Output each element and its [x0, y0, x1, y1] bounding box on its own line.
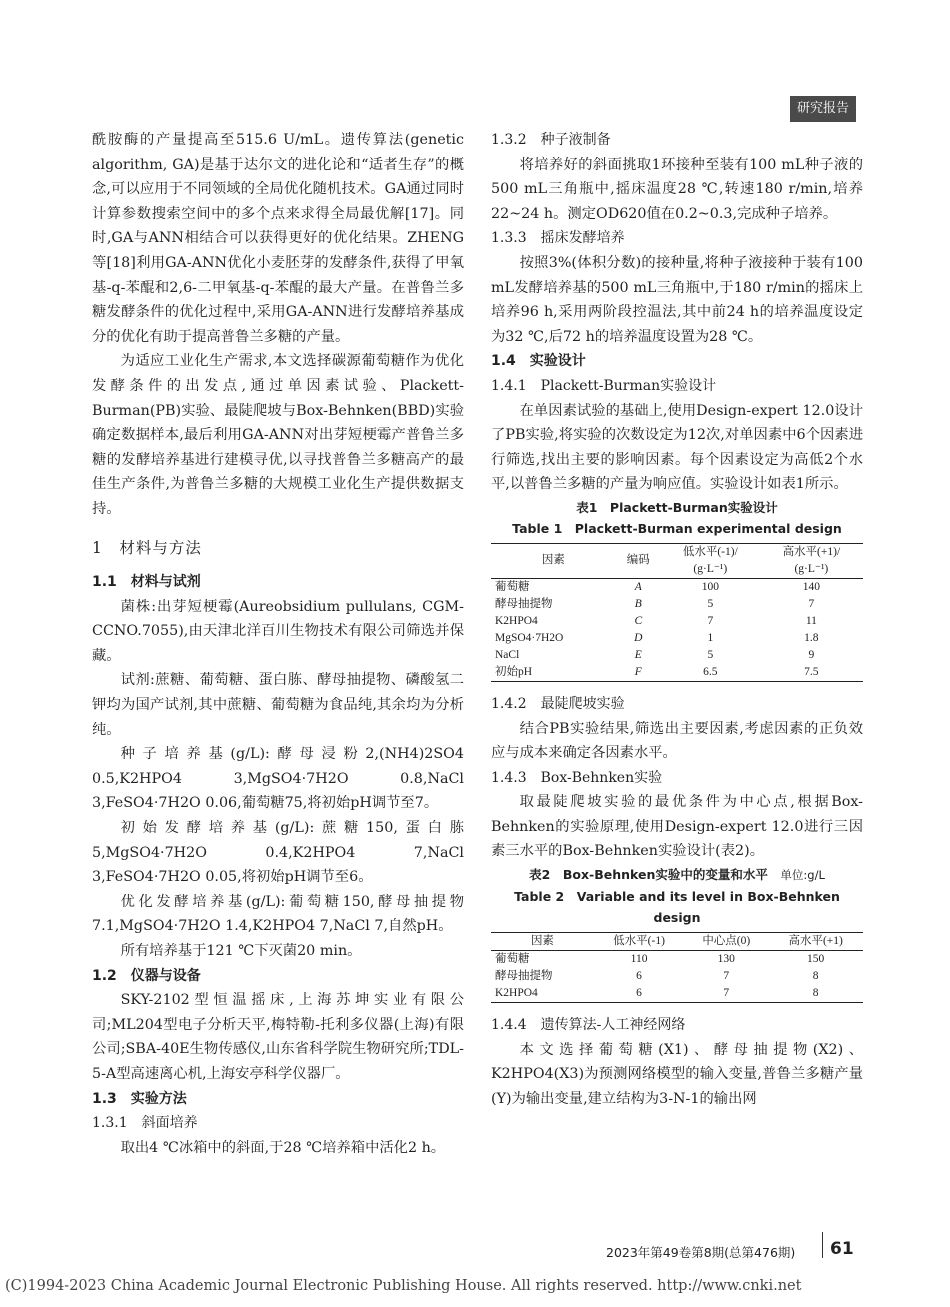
table-cell: 6.5: [661, 664, 760, 682]
table-cell: 1.8: [804, 631, 819, 644]
table-cell: 8: [768, 985, 863, 1003]
page-number: 61: [830, 1239, 854, 1259]
table1-caption-cn: 表1 Plackett-Burman实验设计: [576, 499, 778, 515]
right-column: [491, 128, 863, 1111]
header-text: 高水平(+1)/: [782, 545, 841, 558]
table-row: [491, 951, 863, 969]
table-header-cell: [661, 543, 760, 578]
table-header-cell: 高水平(+1): [768, 933, 863, 951]
paragraph-seed-prep: 将培养好的斜面挑取1环接种至装有100 mL种子液的500 mL三角瓶中,摇床温度28 ℃,转速180 r/min,培养22~24 h。测定OD620值在0.2~0.3,完成种子培养。: [491, 156, 863, 222]
table2-caption-en: Table 2 Variable and its level in Box-Behnken design: [514, 889, 840, 926]
heading-1-3: 1.3 实验方法: [92, 1090, 187, 1107]
table-cell: 7.5: [760, 664, 863, 682]
heading-1-3-2: 1.3.2 种子液制备: [491, 132, 611, 148]
table-header-cell: 因素: [491, 933, 594, 951]
paragraph-bbd: 取最陡爬坡实验的最优条件为中心点,根据Box-Behnken的实验原理,使用Design-expert 12.0进行三因素三水平的Box-Behnken实验设计(表2)。: [491, 794, 863, 860]
table-cell: A: [634, 580, 642, 593]
table-header-row: [491, 933, 863, 951]
table-cell: 11: [805, 614, 817, 627]
journal-issue: 2023年第49卷第8期(总第476期): [606, 1245, 796, 1260]
table-cell: MgSO4·7H2O: [495, 631, 564, 644]
table-cell: B: [634, 597, 642, 610]
left-column: [92, 128, 464, 1160]
table-row: [491, 630, 863, 647]
paragraph-pb-design: 在单因素试验的基础上,使用Design-expert 12.0设计了PB实验,将实验的次数设定为12次,对单因素中6个因素进行筛选,找出主要的影响因素。每个因素设定为高低2个水平,以普鲁兰多糖的产量为响应值。实验设计如表1所示。: [491, 402, 863, 493]
table-cell: 7: [808, 597, 815, 610]
table-row: [491, 968, 863, 985]
table-header-cell: [760, 543, 863, 578]
paragraph-initial-medium: 初始发酵培养基(g/L):蔗糖150,蛋白胨5,MgSO4·7H2O 0.4,K2HPO4 7,NaCl 3,FeSO4·7H2O 0.05,将初始pH调节至6。: [92, 820, 464, 886]
table-cell: 5: [707, 597, 714, 610]
heading-1-4: 1.4 实验设计: [491, 353, 586, 370]
table2-caption-cn: [491, 864, 863, 886]
table-cell: 7: [707, 614, 714, 627]
table-cell: 葡萄糖: [495, 580, 530, 593]
heading-1-1: 1.1 材料与试剂: [92, 574, 201, 591]
table-cell: 7: [723, 970, 730, 983]
table2-unit-note: 单位:g/L: [780, 868, 825, 883]
table-cell: 5: [707, 648, 714, 661]
table-cell: E: [634, 648, 642, 661]
table-cell: 150: [807, 953, 825, 966]
heading-1-4-3: 1.4.3 Box-Behnken实验: [491, 769, 663, 786]
table-cell: 葡萄糖: [495, 953, 530, 966]
table-cell: 6: [594, 985, 684, 1003]
table-cell: 100: [701, 580, 719, 593]
table-header-cell: 编码: [616, 543, 661, 578]
table-cell: 6: [636, 970, 642, 983]
paragraph-objective: 为适应工业化生产需求,本文选择碳源葡萄糖作为优化发酵条件的出发点,通过单因素试验、Plackett-Burman(PB)实验、最陡爬坡与Box-Behnken(BBD)实验确定数据样本,最后利用GA-ANN对出芽短梗霉产普鲁兰多糖的发酵培养基进行建模寻优,以寻找普鲁兰多糖高产的最佳生产条件,为普鲁兰多糖的大规模工业化生产提供数据支持。: [92, 353, 464, 517]
section-tag: 研究报告: [790, 96, 856, 122]
table-2: [491, 932, 863, 1003]
table-cell: 酵母抽提物: [495, 970, 553, 983]
table-row: [491, 647, 863, 664]
table-cell: 9: [808, 648, 815, 661]
table-row: [491, 578, 863, 596]
table-cell: F: [616, 664, 661, 682]
table-header-row: [491, 543, 863, 578]
table-cell: 7: [684, 985, 768, 1003]
table-row: [491, 596, 863, 613]
table-cell: 1: [707, 631, 714, 644]
spacer: [491, 682, 863, 692]
paragraph-shake-culture: 按照3%(体积分数)的接种量,将种子液接种于装有100 mL发酵培养基的500 mL三角瓶中,于180 r/min的摇床上培养96 h,采用两阶段控温法,其中前24 h的培养温度设定为32 ℃,后72 h的培养温度设置为28 ℃。: [491, 254, 863, 345]
heading-1-4-2: 1.4.2 最陡爬坡实验: [491, 695, 625, 712]
paragraph-reagent: 试剂:蔗糖、葡萄糖、蛋白胨、酵母抽提物、磷酸氢二钾均为国产试剂,其中蔗糖、葡萄糖为食品纯,其余均为分析纯。: [92, 672, 464, 738]
paragraph-strain: 菌株:出芽短梗霉(Aureobsidium pullulans, CGM-CCNO.7055),由天津北洋百川生物技术有限公司筛选并保藏。: [92, 598, 464, 664]
paragraph-instruments: SKY-2102型恒温摇床,上海苏坤实业有限公司;ML204型电子分析天平,梅特勒-托利多仪器(上海)有限公司;SBA-40E生物传感仪,山东省科学院生物研究所;TDL-5-A型高速离心机,上海安亭科学仪器厂。: [92, 992, 464, 1082]
header-unit: (g·L⁻¹): [794, 562, 829, 575]
paragraph-intro-continued: 酰胺酶的产量提高至515.6 U/mL。遗传算法(genetic algorithm, GA)是基于达尔文的进化论和“适者生存”的概念,可以应用于不同领域的全局优化随机技术。GA通过同时计算参数搜索空间中的多个点来求得全局最优解[17]。同时,GA与ANN相结合可以获得更好的优化结果。ZHENG等[18]利用GA-ANN优化小麦胚芽的发酵条件,获得了甲氧基-q-苯醌和2,6-二甲氧基-q-苯醌的最大产量。在普鲁兰多糖发酵条件的优化过程中,采用GA-ANN进行发酵培养基成分的优化有助于提高普鲁兰多糖的产量。: [92, 132, 464, 345]
table-row: [491, 985, 863, 1003]
table-cell: 110: [630, 953, 648, 966]
footer-divider: [822, 1232, 823, 1258]
table-header-cell: 中心点(0): [684, 933, 768, 951]
paragraph-ga-ann: 本文选择葡萄糖(X1)、酵母抽提物(X2)、K2HPO4(X3)为预测网络模型的输入变量,普鲁兰多糖产量(Y)为输出变量,建立结构为3-N-1的输出网: [491, 1041, 863, 1107]
header-unit: (g·L⁻¹): [693, 562, 728, 575]
paragraph-optimized-medium: 优化发酵培养基(g/L):葡萄糖150,酵母抽提物7.1,MgSO4·7H2O 1.4,K2HPO4 7,NaCl 7,自然pH。: [92, 893, 464, 935]
heading-1-3-1: 1.3.1 斜面培养: [92, 1115, 198, 1132]
table-cell: 130: [717, 953, 735, 966]
copyright-notice: (C)1994-2023 China Academic Journal Electronic Publishing House. All rights reserved. http://www.cnki.net: [5, 1278, 802, 1294]
paragraph-sterilize: 所有培养基于121 ℃下灭菌20 min。: [120, 943, 362, 959]
table-cell: C: [634, 614, 643, 627]
table-header-cell: 因素: [491, 543, 616, 578]
table-cell: 140: [802, 580, 820, 593]
paragraph-slant: 取出4 ℃冰箱中的斜面,于28 ℃培养箱中活化2 h。: [120, 1139, 446, 1156]
table-row: [491, 613, 863, 630]
header-text: 低水平(-1)/: [682, 545, 738, 558]
heading-1-4-1: 1.4.1 Plackett-Burman实验设计: [491, 377, 717, 394]
heading-1-3-3: 1.3.3 摇床发酵培养: [491, 230, 625, 247]
spacer: [491, 1003, 863, 1013]
table-cell: K2HPO4: [495, 614, 538, 627]
paragraph-seed-medium: 种子培养基(g/L):酵母浸粉2,(NH4)2SO4 0.5,K2HPO4 3,MgSO4·7H2O 0.8,NaCl 3,FeSO4·7H2O 0.06,葡萄糖75,将初始pH调节至7。: [92, 746, 464, 812]
table-row: [491, 664, 863, 682]
table-cell: K2HPO4: [491, 985, 594, 1003]
section-heading-1: 1 材料与方法: [92, 538, 202, 557]
table-cell: D: [634, 631, 643, 644]
table-header-cell: 低水平(-1): [594, 933, 684, 951]
table-cell: 初始pH: [491, 664, 616, 682]
table-cell: NaCl: [495, 648, 520, 661]
heading-1-2: 1.2 仪器与设备: [92, 967, 201, 984]
heading-1-4-4: 1.4.4 遗传算法-人工神经网络: [491, 1017, 686, 1034]
table1-caption-en: Table 1 Plackett-Burman experimental design: [512, 520, 842, 536]
table-1: [491, 543, 863, 682]
paragraph-steepest-ascent: 结合PB实验结果,筛选出主要因素,考虑因素的正负效应与成本来确定各因素水平。: [491, 720, 863, 762]
table2-caption-text: 表2 Box-Behnken实验中的变量和水平: [529, 867, 768, 883]
table-cell: 酵母抽提物: [495, 597, 553, 610]
table-cell: 8: [812, 970, 819, 983]
